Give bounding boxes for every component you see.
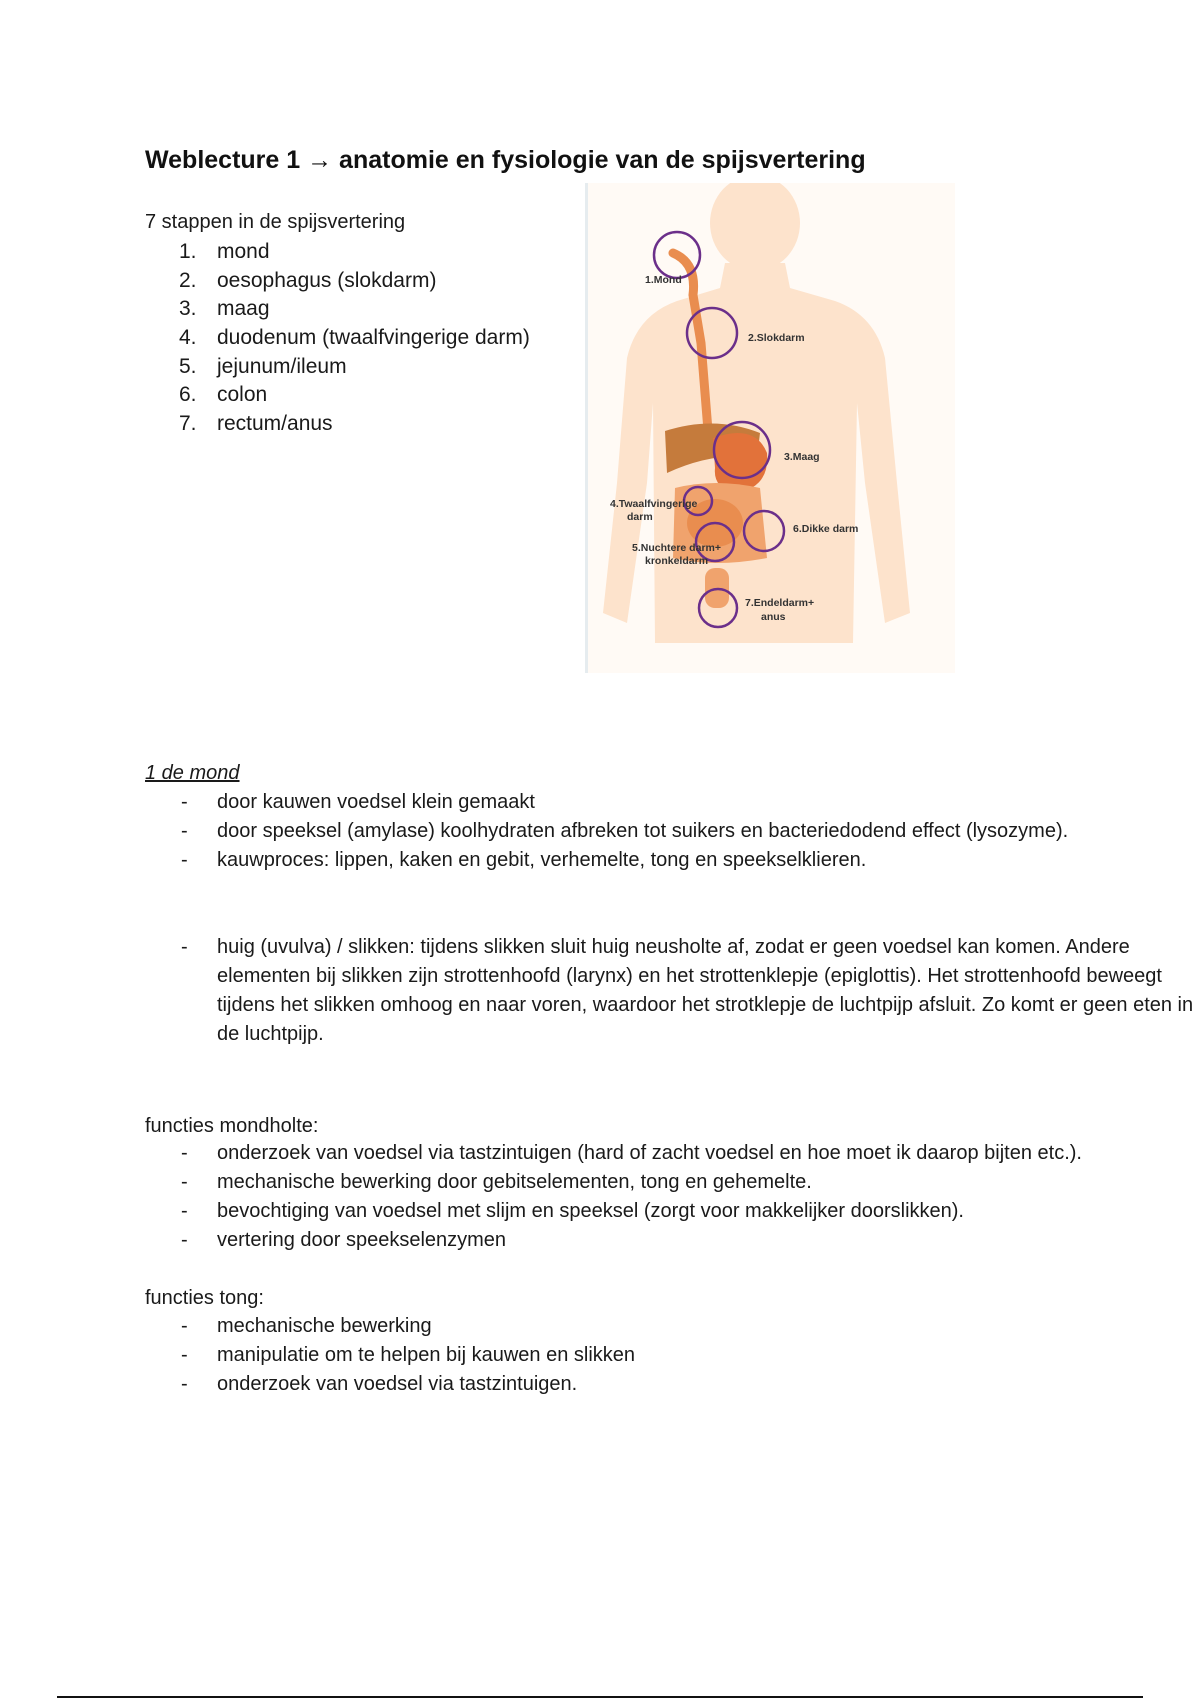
label-nuchtere-darm: 5.Nuchtere darm+ <box>632 542 721 554</box>
item-text: maag <box>217 297 270 321</box>
bullet-dash: - <box>181 791 188 813</box>
bullet-dash: - <box>181 1373 188 1395</box>
item-text: colon <box>217 383 268 407</box>
page-title: Weblecture 1 → anatomie en fysiologie van de spijsvertering <box>145 146 866 174</box>
item-text: huig (uvulva) / slikken: tijdens slikken sluit huig neusholte af, zodat er geen voedsel kan komen. Andere elementen bij slikken zijn strottenhoofd (larynx) en het strottenklepje (epiglottis). Het strottenhoofd beweegt tijdens het slikken omhoog en naar voren, waardoor het strotklepje de luchtpijp afsluit. Zo komt er geen eten in de luchtpijp. <box>217 936 1194 1045</box>
label-dikke-darm: 6.Dikke darm <box>793 523 859 535</box>
label-nuchtere-darm-2: kronkeldarm <box>645 555 709 567</box>
item-text: kauwproces: lippen, kaken en gebit, verhemelte, tong en speekselklieren. <box>217 849 867 871</box>
item-text: oesophagus (slokdarm) <box>217 268 437 292</box>
item-number: 6. <box>179 383 197 407</box>
bullet-dash: - <box>181 936 188 958</box>
functies-mondholte-list <box>145 1139 1197 1255</box>
slikken-list <box>145 933 1197 1049</box>
bullet-dash: - <box>181 1171 188 1193</box>
list-item <box>145 1226 1197 1255</box>
section-heading-functies-tong: functies tong: <box>145 1287 264 1309</box>
list-item <box>145 1139 1197 1168</box>
item-text: bevochtiging van voedsel met slijm en speeksel (zorgt voor makkelijker doorslikken). <box>217 1200 964 1222</box>
list-item <box>145 1197 1197 1226</box>
bullet-dash: - <box>181 820 188 842</box>
label-twaalfvingerige-2: darm <box>627 511 653 523</box>
bullet-dash: - <box>181 1200 188 1222</box>
label-maag: 3.Maag <box>784 451 820 463</box>
footer-divider <box>57 1696 1143 1698</box>
item-text: manipulatie om te helpen bij kauwen en slikken <box>217 1344 636 1366</box>
item-text: mechanische bewerking door gebitselementen, tong en gehemelte. <box>217 1171 812 1193</box>
steps-intro: 7 stappen in de spijsvertering <box>145 211 406 233</box>
list-item <box>145 1341 1197 1370</box>
list-item <box>145 846 1197 875</box>
item-number: 7. <box>179 412 197 436</box>
item-text: jejunum/ileum <box>217 354 347 378</box>
section-heading-functies-mondholte: functies mondholte: <box>145 1115 319 1137</box>
item-text: onderzoek van voedsel via tastzintuigen (hard of zacht voedsel en hoe moet ik daarop bijten etc.). <box>217 1142 1082 1164</box>
item-number: 2. <box>179 268 197 292</box>
item-text: onderzoek van voedsel via tastzintuigen. <box>217 1373 578 1395</box>
item-number: 1. <box>179 240 197 263</box>
digestive-system-diagram <box>585 183 955 673</box>
list-item <box>145 1312 1197 1341</box>
item-text: mechanische bewerking <box>217 1315 432 1337</box>
item-text: mond <box>217 240 270 263</box>
item-text: duodenum (twaalfvingerige darm) <box>217 326 530 350</box>
bullet-dash: - <box>181 1344 188 1366</box>
bullet-dash: - <box>181 1142 188 1164</box>
mond-list <box>145 788 1197 875</box>
item-text: door speeksel (amylase) koolhydraten afbreken tot suikers en bacteriedodend effect (lysozyme). <box>217 820 1069 842</box>
item-number: 4. <box>179 326 197 350</box>
label-twaalfvingerige: 4.Twaalfvingerige <box>610 498 698 510</box>
digestive-system-illustration <box>585 183 955 673</box>
label-endeldarm: 7.Endeldarm+ <box>745 597 815 609</box>
list-item <box>145 788 1197 817</box>
item-text: vertering door speekselenzymen <box>217 1229 507 1251</box>
list-item <box>145 817 1197 846</box>
list-item <box>145 933 1197 1049</box>
item-number: 3. <box>179 297 197 321</box>
label-slokdarm: 2.Slokdarm <box>748 332 805 344</box>
bullet-dash: - <box>181 1315 188 1337</box>
bullet-dash: - <box>181 849 188 871</box>
item-text: rectum/anus <box>217 412 333 436</box>
list-item <box>145 1370 1197 1399</box>
list-item <box>145 1168 1197 1197</box>
bullet-dash: - <box>181 1229 188 1251</box>
image-edge <box>585 183 588 673</box>
item-number: 5. <box>179 354 197 378</box>
label-endeldarm-2: anus <box>761 611 786 623</box>
section-heading-mond: 1 de mond <box>145 762 240 784</box>
functies-tong-list <box>145 1312 1197 1399</box>
item-text: door kauwen voedsel klein gemaakt <box>217 791 535 813</box>
label-mond: 1.Mond <box>645 274 682 286</box>
